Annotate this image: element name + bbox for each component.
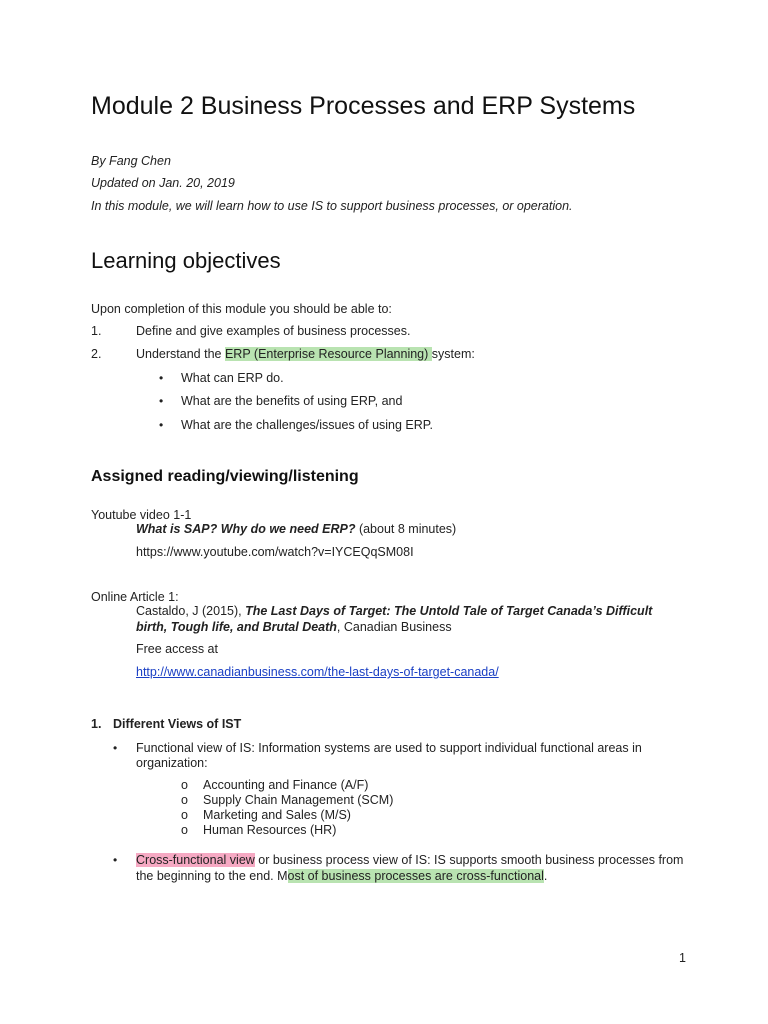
article-label: Online Article 1:	[91, 590, 179, 604]
sub-bullet-icon: o	[181, 808, 188, 822]
sub-bullet-icon: o	[181, 778, 188, 792]
erp-bullet-3: What are the challenges/issues of using ERP.	[181, 418, 433, 432]
functional-view-line1: Functional view of IS: Information systems are used to support individual functional areas in	[136, 741, 642, 755]
article-link[interactable]: http://www.canadianbusiness.com/the-last-days-of-target-canada/	[136, 665, 499, 679]
updated-line: Updated on Jan. 20, 2019	[91, 176, 235, 190]
erp-bullet-1: What can ERP do.	[181, 371, 284, 385]
section-1-heading: Different Views of IST	[113, 717, 242, 731]
assigned-reading-heading: Assigned reading/viewing/listening	[91, 468, 359, 485]
bullet-icon: •	[159, 418, 164, 432]
erp-bullet-2: What are the benefits of using ERP, and	[181, 394, 403, 408]
author-line: By Fang Chen	[91, 154, 171, 168]
free-access-label: Free access at	[136, 642, 218, 656]
article-citation-line1: Castaldo, J (2015), The Last Days of Target: The Untold Tale of Target Canada’s Difficult	[136, 604, 653, 618]
video-label: Youtube video 1-1	[91, 508, 192, 522]
article-citation-line2: birth, Tough life, and Brutal Death, Canadian Business	[136, 620, 452, 634]
functional-area-1: Accounting and Finance (A/F)	[203, 778, 369, 792]
sub-bullet-icon: o	[181, 823, 188, 837]
video-title: What is SAP? Why do we need ERP?	[136, 522, 356, 536]
erp-highlight: ERP (Enterprise Resource Planning)	[224, 347, 432, 361]
cross-functional-line1: Cross-functional view or business process view of IS: IS supports smooth business processes from	[136, 853, 684, 867]
section-1-number: 1.	[91, 717, 102, 731]
page-number: 1	[679, 951, 686, 965]
bullet-icon: •	[159, 394, 164, 408]
objectives-lead: Upon completion of this module you should be able to:	[91, 302, 392, 316]
objective-1-text: Define and give examples of business processes.	[136, 324, 411, 338]
video-url: https://www.youtube.com/watch?v=IYCEQqSM08I	[136, 545, 414, 559]
bullet-icon: •	[159, 371, 164, 385]
objective-2-text: Understand the ERP (Enterprise Resource Planning) system:	[136, 347, 475, 361]
article-title: The Last Days of Target: The Untold Tale of Target Canada’s Difficult	[245, 604, 653, 618]
bullet-icon: •	[113, 853, 118, 867]
learning-objectives-heading: Learning objectives	[91, 248, 281, 273]
cross-functional-green-highlight: ost of business processes are cross-functional	[287, 869, 544, 883]
page-title: Module 2 Business Processes and ERP Systems	[91, 92, 636, 120]
video-title-line	[136, 522, 456, 536]
functional-area-3: Marketing and Sales (M/S)	[203, 808, 351, 822]
objective-2-number: 2.	[91, 347, 102, 361]
sub-bullet-icon: o	[181, 793, 188, 807]
functional-view-line2: organization:	[136, 756, 208, 770]
cross-functional-highlight: Cross-functional view	[136, 853, 255, 867]
functional-area-2: Supply Chain Management (SCM)	[203, 793, 394, 807]
bullet-icon: •	[113, 741, 118, 755]
objective-1-number: 1.	[91, 324, 102, 338]
video-duration: (about 8 minutes)	[355, 522, 457, 536]
functional-area-4: Human Resources (HR)	[203, 823, 337, 837]
cross-functional-line2: the beginning to the end. Most of business processes are cross-functional.	[136, 869, 548, 883]
intro-line: In this module, we will learn how to use IS to support business processes, or operation.	[91, 199, 573, 213]
